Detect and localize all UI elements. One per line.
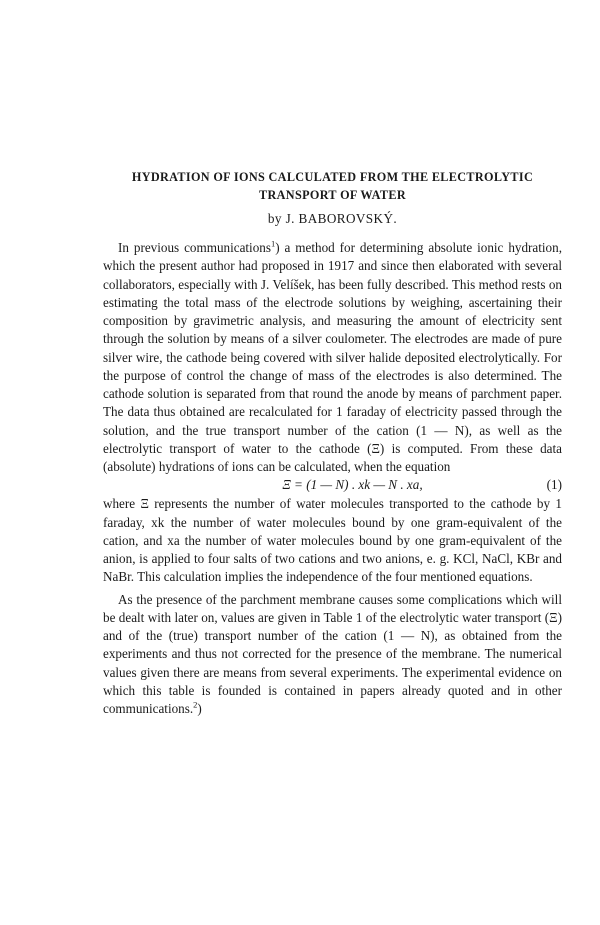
article-title: [103, 168, 562, 204]
paragraph-2-text-a: As the presence of the parchment membrane causes some complications which will be dealt with later on, values are given in Table 1 of the electrolytic water transport (Ξ) and of the (true) transport number of the cation (1 — N), as obtained from the experiments and thus not corrected for the presence of the membrane. The numerical values given there are means from several experiments. The experimental evidence on which this table is founded is contained in papers already quoted and in other communications.: [103, 591, 562, 716]
title-line-1: HYDRATION OF IONS CALCULATED FROM THE ELECTROLYTIC: [131, 170, 534, 184]
equation-number: (1): [546, 477, 562, 493]
paragraph-1-text-b: ) a method for determining absolute ionic hydration, which the present author had proposed in 1917 and since then elaborated with several collaborators, especially with J. Velíšek, has been fully described. This method rests on estimating the total mass of the electrode solutions by weighing, ascertaining their composition by gravimetric analysis, and measuring the amount of electricity sent through the solution by means of a silver coulometer. The electrodes are made of pure silver wire, the cathode being covered with silver halide deposited electrolytically. For the purpose of control the change of mass of the electrodes is also determined. The cathode solution is separated from that round the anode by means of parchment paper. The data thus obtained are recalculated for 1 faraday of electricity passed through the solution, and the true transport number of the cation (1 — N), as well as the electrolytic transport of water to the cathode (Ξ) is computed. From these data (absolute) hydrations of ions can be calculated, when the equation: [103, 240, 562, 474]
paragraph-2: [103, 591, 562, 719]
paragraph-1-text-a: In previous communications: [118, 240, 271, 255]
footnote-ref-2[interactable]: 2: [193, 699, 198, 710]
article-page: [103, 168, 562, 718]
article-body: [103, 239, 562, 718]
equation: Ξ = (1 — N) . xk — N . xa,: [282, 477, 423, 493]
equation-block: [103, 476, 562, 495]
paragraph-2-text-b: ): [197, 701, 202, 716]
author-byline: by J. BABOROVSKÝ.: [267, 211, 398, 226]
footnote-ref-1[interactable]: 1: [270, 238, 276, 249]
title-line-2: TRANSPORT OF WATER: [259, 188, 406, 202]
paragraph-1-continued: where Ξ represents the number of water molecules transported to the cathode by 1 faraday, xk the number of water molecules bound by one gram-equivalent of the cation, and xa the number of water molecules bound by one gram-equivalent of the anion, is applied to four salts of two cations and two anions, e. g. KCl, NaCl, KBr and NaBr. This calculation implies the independence of the four mentioned equations.: [103, 496, 562, 585]
paragraph-1: [103, 239, 562, 476]
